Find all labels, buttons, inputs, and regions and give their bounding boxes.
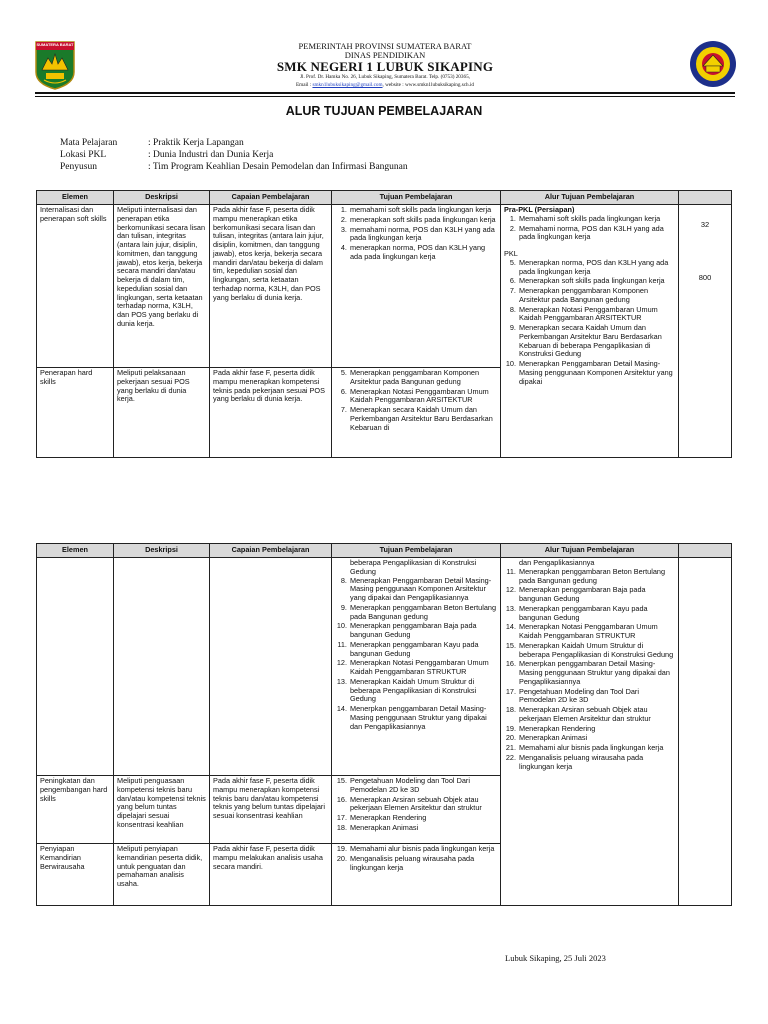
list-item: 19. Menerapkan Rendering bbox=[518, 725, 675, 734]
col-alur: Alur Tujuan Pembelajaran bbox=[501, 191, 679, 205]
list-item: 5. Menerapkan norma, POS dan K3LH yang ada pada lingkungan kerja bbox=[518, 259, 675, 277]
col-deskripsi: Deskripsi bbox=[114, 544, 210, 558]
list-item: 6. Menerapkan soft skills pada lingkungan kerja bbox=[518, 277, 675, 286]
school-logo-icon bbox=[689, 40, 737, 88]
school-contact: Email : smkn1lubuksikaping@gmail.com, website : www.smkn1lubuksikaping.sch.id bbox=[296, 82, 474, 88]
col-alur: Alur Tujuan Pembelajaran bbox=[501, 544, 679, 558]
email-link[interactable]: smkn1lubuksikaping@gmail.com bbox=[312, 82, 383, 88]
tujuan-list bbox=[335, 369, 497, 432]
cell-capaian bbox=[210, 558, 332, 776]
learning-flow-table-1 bbox=[36, 190, 732, 458]
list-item: 19. Memahami alur bisnis pada lingkungan kerja bbox=[349, 845, 497, 854]
col-extra bbox=[679, 544, 732, 558]
cell-elemen: Internalisasi dan penerapan soft skills bbox=[37, 205, 114, 368]
list-item: 15. Menerapkan Kaidah Umum Struktur di beberapa Pengaplikasian di Konstruksi Gedung bbox=[518, 642, 675, 660]
school-address: Jl. Prof. Dr. Hamka No. 26, Lubuk Sikaping, Sumatera Barat. Telp. (0753) 20365, bbox=[300, 74, 470, 80]
cell-tujuan bbox=[332, 776, 501, 844]
cell-elemen bbox=[37, 558, 114, 776]
list-item: 14. Menerpkan penggambaran Detail Masing-Masing penggunaan Struktur yang dipakai dan Pengaplikasiannya bbox=[349, 705, 497, 731]
cell-deskripsi: Meliputi pelaksanaan pekerjaan sesuai POS yang berlaku di dunia kerja. bbox=[114, 368, 210, 458]
list-item: 20. Menerapkan Animasi bbox=[518, 734, 675, 743]
list-item: 10. Menerapkan penggambaran Baja pada bangunan Gedung bbox=[349, 622, 497, 640]
list-item: 9. Menerapkan penggambaran Beton Bertulang pada Bangunan gedung bbox=[349, 604, 497, 622]
list-item: 1. memahami soft skills pada lingkungan kerja bbox=[349, 206, 497, 215]
cell-tujuan bbox=[332, 368, 501, 458]
cell-deskripsi: Meliputi penguasaan kompetensi teknis baru dan/atau kompetensi teknis yang belum tuntas dipelajari sesuai konsentrasi keahlian bbox=[114, 776, 210, 844]
col-tujuan: Tujuan Pembelajaran bbox=[332, 544, 501, 558]
list-item: 13. Menerapkan Kaidah Umum Struktur di beberapa Pengaplikasian di Konstruksi Gedung bbox=[349, 678, 497, 704]
logo-left-caption: SUMATERA BARAT bbox=[36, 42, 74, 47]
list-item: 2. menerapkan soft skills pada lingkungan kerja bbox=[349, 216, 497, 225]
list-item: 9. Menerapkan secara Kaidah Umum dan Perkembangan Arsitektur Baru Berdasarkan Kebaruan di beberapa Pengaplikasian di Konstruksi Gedung bbox=[518, 324, 675, 359]
cell-elemen: Penerapan hard skills bbox=[37, 368, 114, 458]
col-capaian: Capaian Pembelajaran bbox=[210, 191, 332, 205]
table-row bbox=[37, 558, 732, 776]
cell-capaian: Pada akhir fase F, peserta didik mampu menerapkan etika berkomunikasi secara lisan dan tulisan, integritas (antara lain jujur, disiplin, komitmen, dan tanggung jawab), etos kerja, bekerja secara mandiri dan/atau bekerja di dalam tim, kepedulian sosial dan lingkungan, serta ketaatan terhadap norma, K3LH, dan POS yang berlaku di dunia kerja. bbox=[210, 205, 332, 368]
header-rule-thick bbox=[35, 92, 735, 94]
list-item: 11. Menerapkan penggambaran Beton Bertulang pada Bangunan gedung bbox=[518, 568, 675, 586]
provincial-logo-icon bbox=[34, 40, 76, 90]
alur-list bbox=[504, 568, 675, 772]
list-item: 5. Menerapkan penggambaran Komponen Arsitektur pada Bangunan gedung bbox=[349, 369, 497, 387]
table-header-row bbox=[37, 191, 732, 205]
list-item: 18. Menerapkan Arsiran sebuah Objek atau pekerjaan Elemen Arsitektur dan struktur bbox=[518, 706, 675, 724]
list-item: 13. Menerapkan penggambaran Kayu pada bangunan Gedung bbox=[518, 605, 675, 623]
cell-capaian: Pada akhir fase F, peserta didik mampu melakukan analisis usaha secara mandiri. bbox=[210, 844, 332, 906]
col-tujuan: Tujuan Pembelajaran bbox=[332, 191, 501, 205]
cell-alur bbox=[501, 558, 679, 906]
table-row bbox=[37, 205, 732, 368]
cell-extra bbox=[679, 558, 732, 906]
header-rule-thin bbox=[35, 96, 735, 97]
alur-pkl-list bbox=[504, 259, 675, 387]
alur-pkl-title: PKL bbox=[504, 249, 518, 258]
cell-alur bbox=[501, 205, 679, 458]
col-elemen: Elemen bbox=[37, 544, 114, 558]
tujuan-continued-text: beberapa Pengaplikasian di Konstruksi Gedung bbox=[350, 558, 477, 576]
col-deskripsi: Deskripsi bbox=[114, 191, 210, 205]
list-item: 17. Menerapkan Rendering bbox=[349, 814, 497, 823]
list-item: 11. Menerapkan penggambaran Kayu pada bangunan Gedung bbox=[349, 641, 497, 659]
list-item: 8. Menerapkan Notasi Penggambaran Umum Kaidah Penggambaran ARSITEKTUR bbox=[518, 306, 675, 324]
list-item: 10. Menerapkan Penggambaran Detail Masing-Masing penggunaan Komponen Arsitektur yang dipakai bbox=[518, 360, 675, 386]
cell-tujuan bbox=[332, 205, 501, 368]
cell-tujuan bbox=[332, 558, 501, 776]
cell-deskripsi bbox=[114, 558, 210, 776]
list-item: 1. Memahami soft skills pada lingkungan kerja bbox=[518, 215, 675, 224]
list-item: 2. Memahami norma, POS dan K3LH yang ada pada lingkungan kerja bbox=[518, 225, 675, 243]
col-extra bbox=[679, 191, 732, 205]
alur-continued-text: dan Pengaplikasiannya bbox=[519, 558, 595, 567]
cell-elemen: Penyiapan Kemandirian Berwirausaha bbox=[37, 844, 114, 906]
list-item: 12. Menerapkan Notasi Penggambaran Umum Kaidah Penggambaran STRUKTUR bbox=[349, 659, 497, 677]
count-value-2: 800 bbox=[698, 273, 712, 282]
list-item: 17. Pengetahuan Modeling dan Tool Dari Pemodelan 2D ke 3D bbox=[518, 688, 675, 706]
list-item: 20. Menganalisis peluang wirausaha pada lingkungan kerja bbox=[349, 855, 497, 873]
cell-deskripsi: Meliputi penyiapan kemandirian peserta didik, untuk penguatan dan pemahaman analisis usaha. bbox=[114, 844, 210, 906]
table-header-row bbox=[37, 544, 732, 558]
count-value-1: 32 bbox=[700, 220, 710, 229]
meta-row-author: Penyusun : Tim Program Keahlian Desain Pemodelan dan Infirmasi Bangunan bbox=[60, 162, 408, 172]
list-item: 18. Menerapkan Animasi bbox=[349, 824, 497, 833]
cell-capaian: Pada akhir fase F, peserta didik mampu menerapkan kompetensi teknis baru dan/atau kompetensi teknis yang belum tuntas dipelajari sesuai konsentrasi keahlian bbox=[210, 776, 332, 844]
meta-row-location: Lokasi PKL : Dunia Industri dan Dunia Kerja bbox=[60, 150, 274, 160]
list-item: 16. Menerpkan penggambaran Detail Masing-Masing penggunaan Struktur yang dipakai dan Pengaplikasiannya bbox=[518, 660, 675, 686]
list-item: 14. Menerapkan Notasi Penggambaran Umum Kaidah Penggambaran STRUKTUR bbox=[518, 623, 675, 641]
list-item: 21. Memahami alur bisnis pada lingkungan kerja bbox=[518, 744, 675, 753]
list-item: 22. Menganalisis peluang wirausaha pada lingkungan kerja bbox=[518, 754, 675, 772]
list-item: 7. Menerapkan penggambaran Komponen Arsitektur pada Bangunan gedung bbox=[518, 287, 675, 305]
list-item: 4. menerapkan norma, POS dan K3LH yang ada pada lingkungan kerja bbox=[349, 244, 497, 262]
tujuan-list bbox=[335, 206, 497, 262]
learning-flow-table-2 bbox=[36, 543, 732, 906]
document-title: ALUR TUJUAN PEMBELAJARAN bbox=[285, 104, 483, 118]
list-item: 12. Menerapkan penggambaran Baja pada bangunan Gedung bbox=[518, 586, 675, 604]
cell-deskripsi: Meliputi internalisasi dan penerapan etika berkomunikasi secara lisan dan tulisan, integritas (antara lain jujur, disiplin, komitmen, dan tanggung jawab), etos kerja, bekerja secara mandiri dan/atau bekerja di dalam tim, kepedulian sosial dan lingkungan, serta ketaatan terhadap norma, K3LH, dan POS yang berlaku di dunia kerja. bbox=[114, 205, 210, 368]
school-name: SMK NEGERI 1 LUBUK SIKAPING bbox=[276, 59, 494, 74]
gov-line: PEMERINTAH PROVINSI SUMATERA BARAT bbox=[298, 41, 472, 51]
tujuan-list bbox=[335, 577, 497, 732]
dept-line: DINAS PENDIDIKAN bbox=[344, 50, 426, 60]
cell-extra bbox=[679, 205, 732, 458]
list-item: 6. Menerapkan Notasi Penggambaran Umum Kaidah Penggambaran ARSITEKTUR bbox=[349, 388, 497, 406]
cell-capaian: Pada akhir fase F, peserta didik mampu menerapkan kompetensi teknis pada pekerjaan sesuai POS yang berlaku di dunia kerja. bbox=[210, 368, 332, 458]
place-date: Lubuk Sikaping, 25 Juli 2023 bbox=[505, 953, 606, 963]
list-item: 3. memahami norma, POS dan K3LH yang ada pada lingkungan kerja bbox=[349, 226, 497, 244]
list-item: 15. Pengetahuan Modeling dan Tool Dari Pemodelan 2D ke 3D bbox=[349, 777, 497, 795]
col-elemen: Elemen bbox=[37, 191, 114, 205]
list-item: 8. Menerapkan Penggambaran Detail Masing-Masing penggunaan Komponen Arsitektur yang dipakai dan Pengaplikasiannya bbox=[349, 577, 497, 603]
col-capaian: Capaian Pembelajaran bbox=[210, 544, 332, 558]
cell-tujuan bbox=[332, 844, 501, 906]
alur-prapkl-list bbox=[504, 215, 675, 242]
meta-row-subject: Mata Pelajaran : Praktik Kerja Lapangan bbox=[60, 138, 244, 148]
tujuan-list bbox=[335, 777, 497, 833]
list-item: 7. Menerapkan secara Kaidah Umum dan Perkembangan Arsitektur Baru Berdasarkan Kebaruan di bbox=[349, 406, 497, 432]
list-item: 16. Menerapkan Arsiran sebuah Objek atau pekerjaan Elemen Arsitektur dan struktur bbox=[349, 796, 497, 814]
alur-prapkl-title: Pra-PKL (Persiapan) bbox=[504, 205, 575, 214]
tujuan-list bbox=[335, 845, 497, 872]
cell-elemen: Peningkatan dan pengembangan hard skills bbox=[37, 776, 114, 844]
